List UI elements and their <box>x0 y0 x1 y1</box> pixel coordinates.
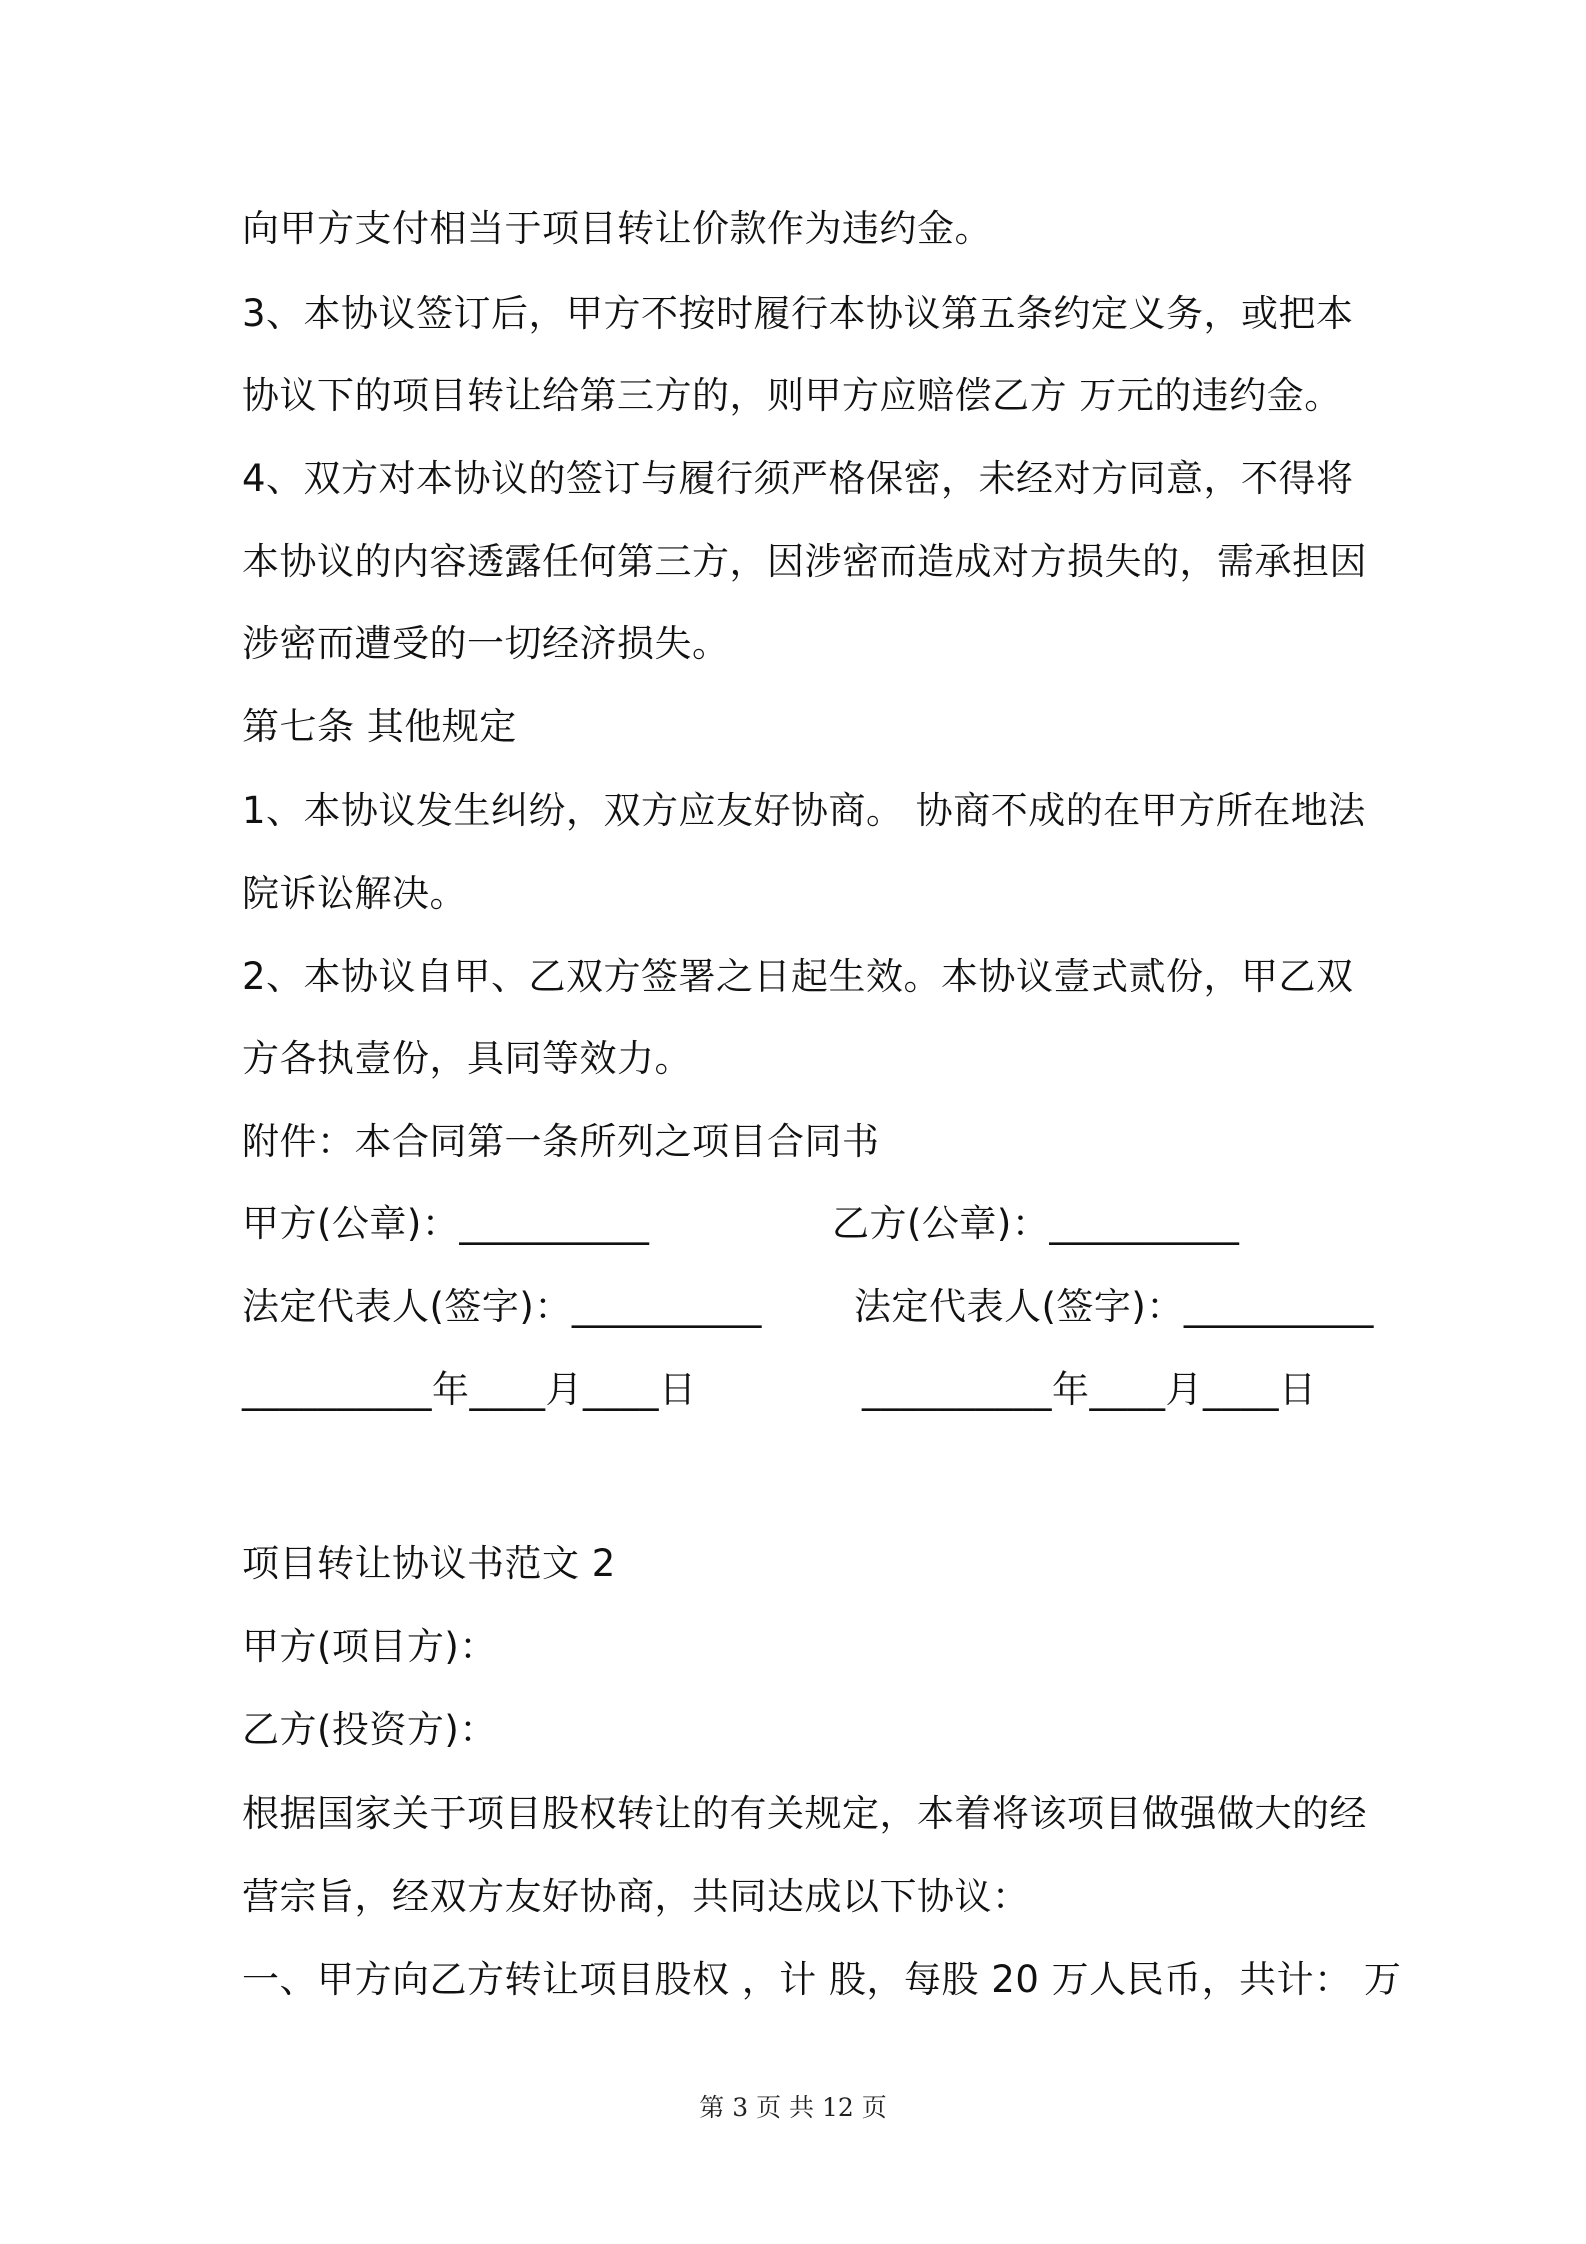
party-b-date: __________年____月____日 <box>862 1368 1317 1411</box>
paragraph-line: 根据国家关于项目股权转让的有关规定，本着将该项目做强做大的经 <box>242 1792 1367 1835</box>
section-heading: 第七条 其他规定 <box>242 705 517 748</box>
paragraph-line: 协议下的项目转让给第三方的，则甲方应赔偿乙方 万元的违约金。 <box>242 374 1342 417</box>
paragraph-line: 本协议的内容透露任何第三方，因涉密而造成对方损失的，需承担因 <box>242 540 1367 583</box>
party-a-seal: 甲方(公章)：__________ <box>242 1202 650 1245</box>
party-a-date: __________年____月____日 <box>242 1368 697 1411</box>
paragraph-line: 4、双方对本协议的签订与履行须严格保密，未经对方同意，不得将 <box>242 457 1354 500</box>
party-a-representative: 法定代表人(签字)：__________ <box>242 1285 762 1328</box>
signature-row-seal <box>242 1200 1362 1248</box>
paragraph-line: 1、本协议发生纠纷，双方应友好协商。 协商不成的在甲方所在地法 <box>242 789 1366 832</box>
paragraph-line: 营宗旨，经双方友好协商，共同达成以下协议： <box>242 1875 1030 1918</box>
paragraph-line: 2、本协议自甲、乙双方签署之日起生效。本协议壹式贰份，甲乙双 <box>242 955 1354 998</box>
party-b-representative: 法定代表人(签字)：__________ <box>854 1285 1374 1328</box>
page-number: 第 3 页 共 12 页 <box>699 2093 887 2122</box>
paragraph-line: 院诉讼解决。 <box>242 872 467 915</box>
document-title: 项目转让协议书范文 2 <box>242 1542 616 1585</box>
paragraph-line: 一、甲方向乙方转让项目股权 ，计 股，每股 20 万人民币，共计： 万 <box>242 1958 1402 2001</box>
paragraph-line: 3、本协议签订后，甲方不按时履行本协议第五条约定义务，或把本 <box>242 292 1354 335</box>
signature-row-date <box>242 1366 1362 1414</box>
party-b-line: 乙方(投资方)： <box>242 1708 497 1751</box>
paragraph-line: 涉密而遭受的一切经济损失。 <box>242 622 730 665</box>
attachment-line: 附件：本合同第一条所列之项目合同书 <box>242 1120 880 1163</box>
party-b-seal: 乙方(公章)：__________ <box>832 1202 1240 1245</box>
paragraph-line: 方各执壹份，具同等效力。 <box>242 1037 692 1080</box>
party-a-line: 甲方(项目方)： <box>242 1625 497 1668</box>
paragraph-line: 向甲方支付相当于项目转让价款作为违约金。 <box>242 207 992 250</box>
signature-row-representative <box>242 1283 1374 1331</box>
